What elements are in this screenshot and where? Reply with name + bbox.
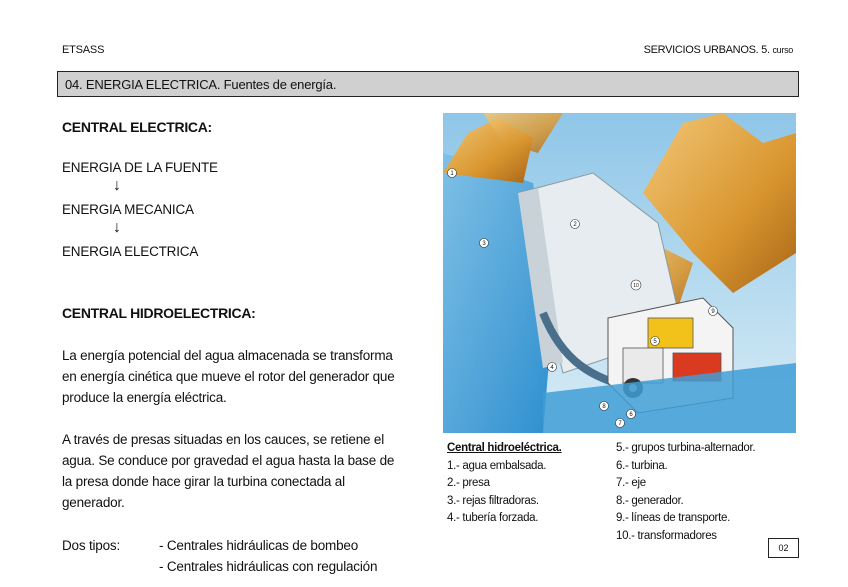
- header-left: ETSASS: [62, 44, 105, 56]
- callout-6: 6: [629, 412, 633, 418]
- caption-item: 7.- eje: [616, 477, 646, 489]
- paragraph-line: generador.: [62, 495, 125, 510]
- paragraph-line: produce la energía eléctrica.: [62, 390, 227, 405]
- paragraph-line: La energía potencial del agua almacenada se transforma: [62, 348, 393, 363]
- hydroelectric-illustration: [443, 113, 796, 433]
- tipo-item: - Centrales hidráulicas de bombeo: [159, 538, 359, 553]
- callout-9: 9: [711, 309, 715, 315]
- title-text: 04. ENERGIA ELECTRICA. Fuentes de energía.: [65, 77, 337, 92]
- tipo-item: - Centrales hidráulicas con regulación: [159, 559, 378, 574]
- caption-item: 10.- transformadores: [616, 529, 717, 542]
- central-hidro-heading: CENTRAL HIDROELECTRICA:: [62, 305, 256, 321]
- caption-item: 3.- rejas filtradoras.: [447, 494, 539, 507]
- title-bar: [57, 71, 799, 97]
- caption-item: 8.- generador.: [616, 494, 684, 507]
- header-right-main: SERVICIOS URBANOS. 5.: [643, 44, 770, 56]
- header-right-small: curso: [772, 45, 793, 55]
- paragraph-line: A través de presas situadas en los cauces, se retiene el: [62, 432, 384, 447]
- tipos-list: [159, 535, 377, 577]
- down-arrow-icon: ↓: [113, 219, 121, 236]
- caption-left: [447, 440, 562, 528]
- callout-10: 10: [633, 283, 639, 289]
- caption-item: 1.- agua embalsada.: [447, 459, 547, 472]
- caption-item: 9.- líneas de transporte.: [616, 512, 730, 524]
- hidro-paragraph-2: [62, 429, 437, 513]
- hidro-paragraph-1: [62, 345, 437, 408]
- energy-step-1: ENERGIA DE LA FUENTE: [62, 160, 218, 175]
- callout-2: 2: [573, 222, 577, 228]
- caption-right: [616, 440, 755, 545]
- header-right: [644, 44, 793, 56]
- caption-item: 2.- presa: [447, 477, 490, 489]
- energy-step-3: ENERGIA ELECTRICA: [62, 244, 199, 259]
- callout-1: 1: [450, 171, 454, 177]
- paragraph-line: agua. Se conduce por gravedad el agua hasta la base de: [62, 453, 395, 468]
- callout-5: 5: [653, 339, 657, 345]
- caption-item: 6.- turbina.: [616, 459, 668, 472]
- caption-item: 4.- tubería forzada.: [447, 512, 539, 524]
- caption-title: Central hidroeléctrica.: [447, 442, 562, 454]
- caption-item: 5.- grupos turbina-alternador.: [616, 442, 756, 454]
- callout-3: 3: [482, 241, 486, 247]
- page-number: 02: [768, 538, 799, 558]
- paragraph-line: la presa donde hace girar la turbina conectada al: [62, 474, 345, 489]
- tipos-label: Dos tipos:: [62, 538, 121, 553]
- callout-8: 8: [602, 404, 606, 410]
- central-electrica-heading: CENTRAL ELECTRICA:: [62, 119, 212, 135]
- callout-4: 4: [550, 365, 554, 371]
- down-arrow-icon: ↓: [113, 177, 121, 194]
- callout-7: 7: [618, 421, 622, 427]
- paragraph-line: en energía cinética que mueve el rotor del generador que: [62, 369, 395, 384]
- energy-step-2: ENERGIA MECANICA: [62, 202, 194, 217]
